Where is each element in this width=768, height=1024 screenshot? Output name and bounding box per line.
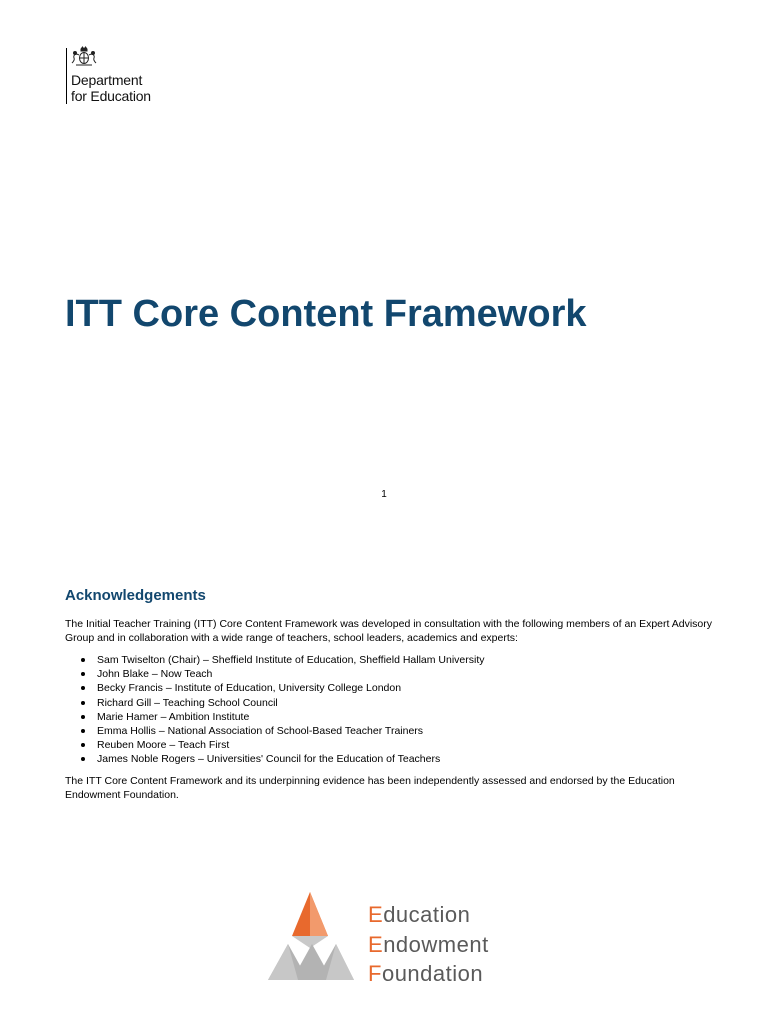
member-text: Emma Hollis – National Association of School-Based Teacher Trainers <box>97 725 424 738</box>
list-item <box>65 653 485 667</box>
list-item <box>65 667 485 681</box>
bullet-icon <box>81 729 85 733</box>
acknowledgements-heading: Acknowledgements <box>65 587 206 604</box>
list-item <box>65 738 485 752</box>
member-text: James Noble Rogers – Universities' Council for the Education of Teachers <box>97 753 441 766</box>
member-text: Richard Gill – Teaching School Council <box>97 696 278 709</box>
bullet-icon <box>81 757 85 761</box>
endorsement-text: The ITT Core Content Framework and its underpinning evidence has been independently assessed and endorsed by the Education Endowment Foundation. <box>65 775 675 801</box>
member-text: Marie Hamer – Ambition Institute <box>97 710 250 723</box>
member-text: Reuben Moore – Teach First <box>97 739 230 752</box>
dfe-wordmark <box>71 72 151 104</box>
list-item <box>65 696 485 710</box>
list-item <box>65 752 485 766</box>
member-text: Becky Francis – Institute of Education, University College London <box>97 682 402 695</box>
document-title: ITT Core Content Framework <box>65 293 587 335</box>
eef-wordmark <box>368 900 489 989</box>
page-number: 1 <box>381 489 387 500</box>
advisory-group-list <box>65 653 485 767</box>
eef-word: ndowment <box>383 931 489 957</box>
bullet-icon <box>81 672 85 676</box>
list-item <box>65 710 485 724</box>
eef-line-3 <box>368 959 489 989</box>
logo-divider <box>66 48 67 104</box>
eef-initial: E <box>368 931 384 957</box>
member-text: John Blake – Now Teach <box>97 668 213 681</box>
eef-word: ducation <box>383 902 471 927</box>
bullet-icon <box>81 686 85 690</box>
member-text: Sam Twiselton (Chair) – Sheffield Institute of Education, Sheffield Hallam University <box>97 654 485 666</box>
list-item <box>65 724 485 738</box>
eef-logo <box>262 886 512 986</box>
eef-line-1 <box>368 900 489 930</box>
dfe-line-2: for Education <box>71 88 151 104</box>
bullet-icon <box>81 743 85 747</box>
bullet-icon <box>81 701 85 705</box>
bullet-icon <box>81 715 85 719</box>
eef-triangles-icon <box>262 886 358 986</box>
acknowledgements-intro: The Initial Teacher Training (ITT) Core Content Framework was developed in consultation with the following members of an Expert Advisory Group and in collaboration with a wide range of teachers, school leaders, academics and experts: <box>65 618 713 644</box>
eef-line-2 <box>368 930 489 960</box>
royal-crest-icon <box>70 46 98 68</box>
list-item <box>65 681 485 695</box>
eef-word: oundation <box>381 961 484 986</box>
bullet-icon <box>81 658 85 662</box>
dfe-line-1: Department <box>71 72 143 88</box>
dfe-logo <box>64 44 164 114</box>
eef-initial: E <box>368 902 384 927</box>
eef-initial: F <box>368 961 382 986</box>
